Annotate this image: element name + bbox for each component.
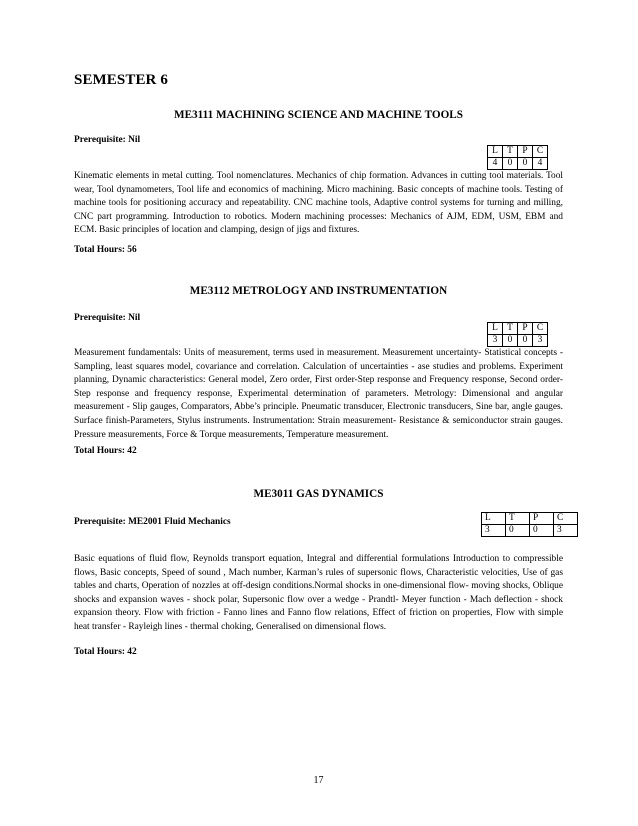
ltpc-value-c: 4	[533, 158, 548, 170]
ltpc-table-me3011	[481, 512, 578, 537]
ltpc-value-l: 3	[488, 335, 503, 347]
ltpc-value-row	[482, 525, 578, 537]
ltpc-header-l: L	[488, 146, 503, 158]
prerequisite-me3011: Prerequisite: ME2001 Fluid Mechanics	[74, 517, 231, 527]
total-hours-me3112: Total Hours: 42	[74, 446, 137, 456]
ltpc-header-p: P	[518, 323, 533, 335]
ltpc-header-p: P	[518, 146, 533, 158]
ltpc-value-row	[488, 335, 548, 347]
total-hours-me3011: Total Hours: 42	[74, 647, 137, 657]
ltpc-header-l: L	[482, 513, 506, 525]
course-title-me3112: ME3112 METROLOGY AND INSTRUMENTATION	[189, 285, 448, 297]
ltpc-header-c: C	[554, 513, 578, 525]
description-me3112: Measurement fundamentals: Units of measurement, terms used in measurement. Measurement uncertainty- Statistical concepts - Sampling, least squares model, covariance and correlation. Calculation of uncertainties - ase studies and problems. Experiment planning, Dynamic characteristics: General model, Zero order, First order-Step response and Frequency response, Second order-Step response and frequency response, Experimental determination of parameters. Metrology: Dimensional and angular measurement - Slip gauges, Comparators, Abbe’s principle. Pneumatic transducer, Electronic transducers, Sine bar, angle gauges. Surface finish-Parameters, Stylus instruments. Instrumentation: Strain measurement- Resistance & semiconductor strain gauges. Pressure measurements, Force & Torque measurements, Temperature measurement.	[74, 348, 563, 440]
ltpc-header-t: T	[506, 513, 530, 525]
ltpc-table-me3111	[487, 145, 548, 170]
ltpc-value-c: 3	[554, 525, 578, 537]
ltpc-value-p: 0	[530, 525, 554, 537]
ltpc-value-t: 0	[503, 335, 518, 347]
page-number: 17	[313, 775, 324, 786]
ltpc-value-p: 0	[518, 158, 533, 170]
semester-heading: SEMESTER 6	[74, 72, 168, 88]
prerequisite-me3111: Prerequisite: Nil	[74, 135, 141, 145]
ltpc-value-l: 3	[482, 525, 506, 537]
ltpc-table-me3112	[487, 322, 548, 347]
ltpc-header-row	[488, 323, 548, 335]
ltpc-header-p: P	[530, 513, 554, 525]
course-title-me3011: ME3011 GAS DYNAMICS	[253, 488, 384, 500]
ltpc-value-row	[488, 158, 548, 170]
ltpc-value-t: 0	[506, 525, 530, 537]
ltpc-header-t: T	[503, 323, 518, 335]
ltpc-value-p: 0	[518, 335, 533, 347]
ltpc-header-c: C	[533, 323, 548, 335]
ltpc-header-l: L	[488, 323, 503, 335]
ltpc-header-c: C	[533, 146, 548, 158]
ltpc-header-row	[482, 513, 578, 525]
ltpc-header-row	[488, 146, 548, 158]
total-hours-me3111: Total Hours: 56	[74, 245, 137, 255]
ltpc-value-l: 4	[488, 158, 503, 170]
ltpc-header-t: T	[503, 146, 518, 158]
ltpc-value-t: 0	[503, 158, 518, 170]
description-me3111: Kinematic elements in metal cutting. Tool nomenclatures. Mechanics of chip formation. Advances in cutting tool materials. Tool wear, Tool dynamometers, Tool life and economics of machining. Micro machining. Basic concepts of machine tools. Testing of machine tools for positioning accuracy and repeatability. CNC machine tools, Adaptive control systems for turning and milling, CNC part programming. Introduction to robotics. Modern machining processes: Mechanics of AJM, EDM, USM, EBM and ECM. Basic principles of location and clamping, design of jigs and fixtures.	[74, 171, 563, 236]
description-me3011: Basic equations of fluid flow, Reynolds transport equation, Integral and differential formulations Introduction to compressible flows, Basic concepts, Speed of sound , Mach number, Karman’s rules of supersonic flows, Characteristic velocities, Use of gas tables and charts, Operation of nozzles at off-design conditions.Normal shocks in one-dimensional flow- moving shocks, Oblique shocks and expansion waves - shock polar, Supersonic flow over a wedge - Prandtl- Meyer function - Mach deflection - shock expansion theory. Flow with friction - Fanno lines and Fanno flow relations, Effect of friction on properties, Flow with simple heat transfer - Rayleigh lines - thermal choking, Generalised on dimensional flows.	[74, 554, 563, 632]
course-title-me3111: ME3111 MACHINING SCIENCE AND MACHINE TOOLS	[174, 109, 463, 121]
prerequisite-me3112: Prerequisite: Nil	[74, 313, 141, 323]
ltpc-value-c: 3	[533, 335, 548, 347]
